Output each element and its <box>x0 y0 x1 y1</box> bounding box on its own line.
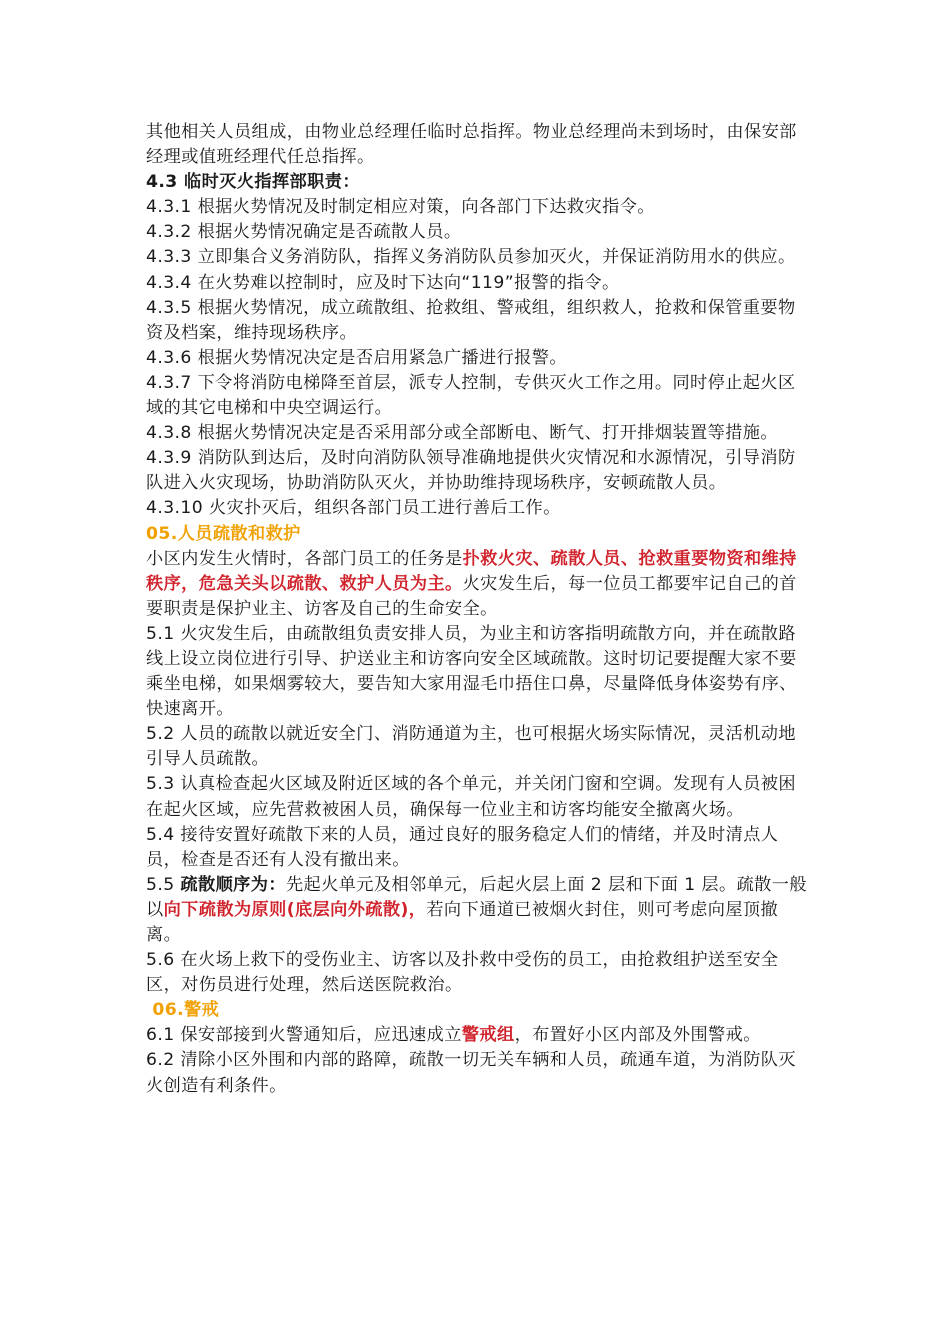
p5-text-c: 火灾发生后，每一位员工都要牢记自己的首要职责是保护业主、访客及自己的生命安全。 <box>146 573 797 619</box>
item-5-5-text: 先起火单元及相邻单元，后起火层上面 2 层和下面 1 层。疏散一般以 <box>146 874 807 920</box>
item-6-1-highlight: 警戒组 <box>461 1025 515 1046</box>
item-4-3-2: 4.3.2 根据火势情况确定是否疏散人员。 <box>146 222 462 243</box>
item-5-4: 5.4 接待安置好疏散下来的人员，通过良好的服务稳定人们的情绪，并及时清点人员，检查是否还有人没有撤出来。 <box>146 824 779 870</box>
item-5-5-highlight: 向下疏散为原则(底层向外疏散)， <box>163 899 427 920</box>
item-5-2: 5.2 人员的疏散以就近安全门、消防通道为主，也可根据火场实际情况，灵活机动地引导人员疏散。 <box>146 724 796 770</box>
item-5-6: 5.6 在火场上救下的受伤业主、访客以及扑救中受伤的员工，由抢救组护送至安全区，对伤员进行处理，然后送医院救治。 <box>146 950 779 996</box>
item-4-3-8: 4.3.8 根据火势情况决定是否采用部分或全部断电、断气、打开排烟装置等措施。 <box>146 423 778 444</box>
item-4-3-4: 4.3.4 在火势难以控制时，应及时下达向“119”报警的指令。 <box>146 272 620 293</box>
item-6-2: 6.2 清除小区外围和内部的路障，疏散一切无关车辆和人员，疏通车道，为消防队灭火创造有利条件。 <box>146 1050 796 1096</box>
heading-06: 06.警戒 <box>146 1000 220 1021</box>
item-4-3-6: 4.3.6 根据火势情况决定是否启用紧急广播进行报警。 <box>146 347 567 368</box>
item-6-1-text: 6.1 保安部接到火警通知后，应迅速成立 <box>146 1025 462 1046</box>
heading-05: 05.人员疏散和救护 <box>146 523 301 544</box>
item-5-1: 5.1 火灾发生后，由疏散组负责安排人员，为业主和访客指明疏散方向，并在疏散路线上设立岗位进行引导、护送业主和访客向安全区域疏散。这时切记要提醒大家不要乘坐电梯，如果烟雾较大，要告知大家用湿毛巾捂住口鼻，尽量降低身体姿势有序、快速离开。 <box>146 623 797 720</box>
item-5-5-num: 5.5 <box>146 874 181 895</box>
p5-highlight: 扑救火灾、疏散人员、抢救重要物资和维持秩序，危急关头以疏散、救护人员为主。 <box>146 548 797 594</box>
item-6-1-tail: ，布置好小区内部及外围警戒。 <box>514 1025 761 1046</box>
item-4-3-5: 4.3.5 根据火势情况，成立疏散组、抢救组、警戒组，组织救人，抢救和保管重要物资及档案，维持现场秩序。 <box>146 297 796 343</box>
document-body <box>146 120 810 1099</box>
item-4-3-1: 4.3.1 根据火势情况及时制定相应对策，向各部门下达救灾指令。 <box>146 197 655 218</box>
item-4-3-10: 4.3.10 火灾扑灭后，组织各部门员工进行善后工作。 <box>146 498 561 519</box>
heading-4-3: 4.3 临时灭火指挥部职责： <box>146 172 360 193</box>
item-4-3-9: 4.3.9 消防队到达后，及时向消防队领导准确地提供火灾情况和水源情况，引导消防队进入火灾现场，协助消防队灭火，并协助维持现场秩序，安顿疏散人员。 <box>146 448 796 494</box>
item-5-3: 5.3 认真检查起火区域及附近区域的各个单元，并关闭门窗和空调。发现有人员被困在起火区域，应先营救被困人员，确保每一位业主和访客均能安全撤离火场。 <box>146 774 796 820</box>
item-4-3-7: 4.3.7 下令将消防电梯降至首层，派专人控制，专供灭火工作之用。同时停止起火区域的其它电梯和中央空调运行。 <box>146 372 796 419</box>
item-5-5-tail: 若向下通道已被烟火封住，则可考虑向屋顶撤离。 <box>146 899 779 945</box>
item-6-1 <box>146 1023 810 1048</box>
item-5-5 <box>146 873 810 948</box>
item-4-3-3: 4.3.3 立即集合义务消防队，指挥义务消防队员参加灭火，并保证消防用水的供应。 <box>146 247 796 268</box>
p5-text-a: 小区内发生火情时，各部门员工的任务是 <box>146 548 463 569</box>
paragraph-intro: 其他相关人员组成，由物业总经理任临时总指挥。物业总经理尚未到场时，由保安部经理或值班经理代任总指挥。 <box>146 122 797 168</box>
paragraph-5-intro <box>146 547 810 622</box>
item-5-5-label: 疏散顺序为： <box>180 874 286 895</box>
